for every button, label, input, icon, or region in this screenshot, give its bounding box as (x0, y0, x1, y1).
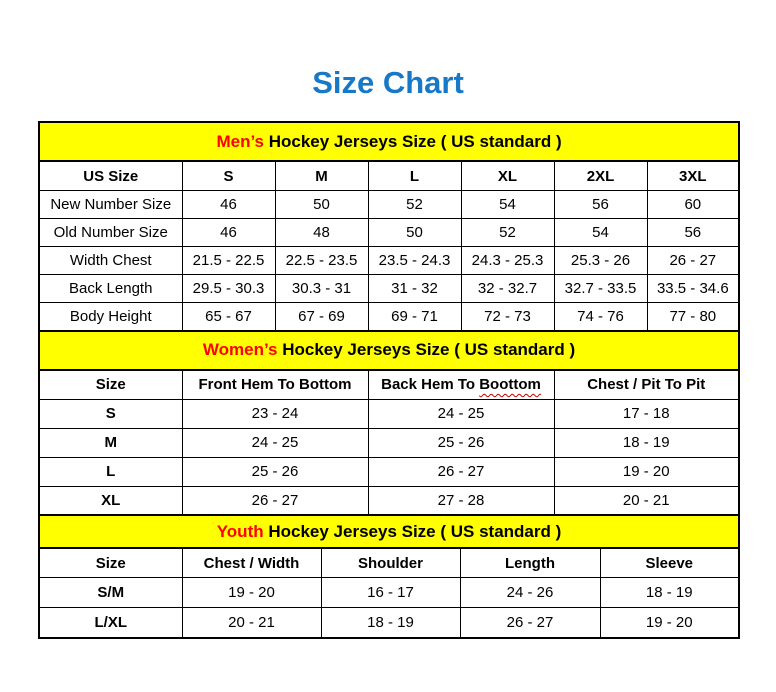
table-cell: 20 - 21 (554, 486, 739, 515)
row-label: S/M (39, 578, 182, 608)
youth-band-row (39, 515, 739, 548)
youth-label-accent: Youth (216, 521, 264, 541)
table-row (39, 275, 739, 303)
womens-label-rest: Hockey Jerseys Size ( US standard ) (277, 340, 576, 359)
youth-table-title (39, 515, 739, 548)
mens-header-row (39, 161, 739, 191)
table-cell: 56 (647, 219, 739, 247)
row-label: M (39, 428, 182, 457)
misspelled-word: Boottom (479, 376, 541, 393)
table-cell: 46 (182, 191, 275, 219)
table-cell: 52 (461, 219, 554, 247)
mens-size-table (38, 121, 740, 332)
womens-table-title (39, 331, 739, 370)
table-cell: 31 - 32 (368, 275, 461, 303)
table-cell: 24 - 25 (368, 399, 554, 428)
table-cell: 54 (461, 191, 554, 219)
table-row (39, 608, 739, 638)
table-cell: 65 - 67 (182, 303, 275, 331)
table-cell: 29.5 - 30.3 (182, 275, 275, 303)
table-cell: 25.3 - 26 (554, 247, 647, 275)
table-cell: 26 - 27 (368, 457, 554, 486)
column-header: Chest / Width (182, 548, 321, 578)
table-cell: 26 - 27 (182, 486, 368, 515)
table-cell: 69 - 71 (368, 303, 461, 331)
row-label: Body Height (39, 303, 182, 331)
table-cell: 46 (182, 219, 275, 247)
column-header: M (275, 161, 368, 191)
table-cell: 18 - 19 (554, 428, 739, 457)
column-header: 3XL (647, 161, 739, 191)
column-header: Length (460, 548, 600, 578)
table-cell: 23.5 - 24.3 (368, 247, 461, 275)
table-cell: 77 - 80 (647, 303, 739, 331)
column-header: Size (39, 370, 182, 400)
row-label: New Number Size (39, 191, 182, 219)
column-header: XL (461, 161, 554, 191)
mens-table-title (39, 122, 739, 161)
column-header: Size (39, 548, 182, 578)
table-cell: 67 - 69 (275, 303, 368, 331)
table-cell: 60 (647, 191, 739, 219)
row-label: XL (39, 486, 182, 515)
table-cell: 27 - 28 (368, 486, 554, 515)
column-header: L (368, 161, 461, 191)
column-header: Sleeve (600, 548, 739, 578)
table-cell: 33.5 - 34.6 (647, 275, 739, 303)
row-label: S (39, 399, 182, 428)
mens-label-accent: Men’s (216, 131, 264, 151)
table-cell: 50 (368, 219, 461, 247)
page-title: Size Chart (312, 65, 464, 100)
womens-header-row (39, 370, 739, 400)
column-header: S (182, 161, 275, 191)
table-cell: 22.5 - 23.5 (275, 247, 368, 275)
table-row (39, 428, 739, 457)
column-header: Chest / Pit To Pit (554, 370, 739, 400)
table-cell: 26 - 27 (647, 247, 739, 275)
table-cell: 19 - 20 (182, 578, 321, 608)
womens-band-row (39, 331, 739, 370)
table-cell: 25 - 26 (182, 457, 368, 486)
table-cell: 19 - 20 (600, 608, 739, 638)
table-cell: 50 (275, 191, 368, 219)
row-label: Back Length (39, 275, 182, 303)
table-cell: 16 - 17 (321, 578, 460, 608)
table-row (39, 399, 739, 428)
column-header: 2XL (554, 161, 647, 191)
table-cell: 48 (275, 219, 368, 247)
row-label: L/XL (39, 608, 182, 638)
youth-header-row (39, 548, 739, 578)
table-cell: 24.3 - 25.3 (461, 247, 554, 275)
table-cell: 52 (368, 191, 461, 219)
table-cell: 18 - 19 (600, 578, 739, 608)
table-cell: 74 - 76 (554, 303, 647, 331)
youth-size-table (38, 514, 740, 639)
table-cell: 26 - 27 (460, 608, 600, 638)
table-cell: 32 - 32.7 (461, 275, 554, 303)
row-label: Width Chest (39, 247, 182, 275)
table-cell: 18 - 19 (321, 608, 460, 638)
table-cell: 56 (554, 191, 647, 219)
table-row (39, 578, 739, 608)
table-row (39, 247, 739, 275)
header-text: Back Hem To (381, 376, 480, 393)
table-cell: 19 - 20 (554, 457, 739, 486)
table-cell: 30.3 - 31 (275, 275, 368, 303)
table-cell: 54 (554, 219, 647, 247)
table-row (39, 303, 739, 331)
table-cell: 21.5 - 22.5 (182, 247, 275, 275)
mens-band-row (39, 122, 739, 161)
youth-label-rest: Hockey Jerseys Size ( US standard ) (263, 521, 562, 541)
table-row (39, 219, 739, 247)
column-header: Front Hem To Bottom (182, 370, 368, 400)
table-cell: 24 - 25 (182, 428, 368, 457)
table-row (39, 457, 739, 486)
table-row (39, 486, 739, 515)
column-header: US Size (39, 161, 182, 191)
table-cell: 20 - 21 (182, 608, 321, 638)
column-header (368, 370, 554, 400)
table-cell: 17 - 18 (554, 399, 739, 428)
table-cell: 25 - 26 (368, 428, 554, 457)
womens-size-table (38, 330, 740, 517)
column-header: Shoulder (321, 548, 460, 578)
table-row (39, 191, 739, 219)
table-cell: 72 - 73 (461, 303, 554, 331)
table-cell: 23 - 24 (182, 399, 368, 428)
row-label: L (39, 457, 182, 486)
mens-label-rest: Hockey Jerseys Size ( US standard ) (264, 131, 562, 151)
womens-label-accent: Women’s (202, 340, 278, 359)
row-label: Old Number Size (39, 219, 182, 247)
table-cell: 32.7 - 33.5 (554, 275, 647, 303)
table-cell: 24 - 26 (460, 578, 600, 608)
